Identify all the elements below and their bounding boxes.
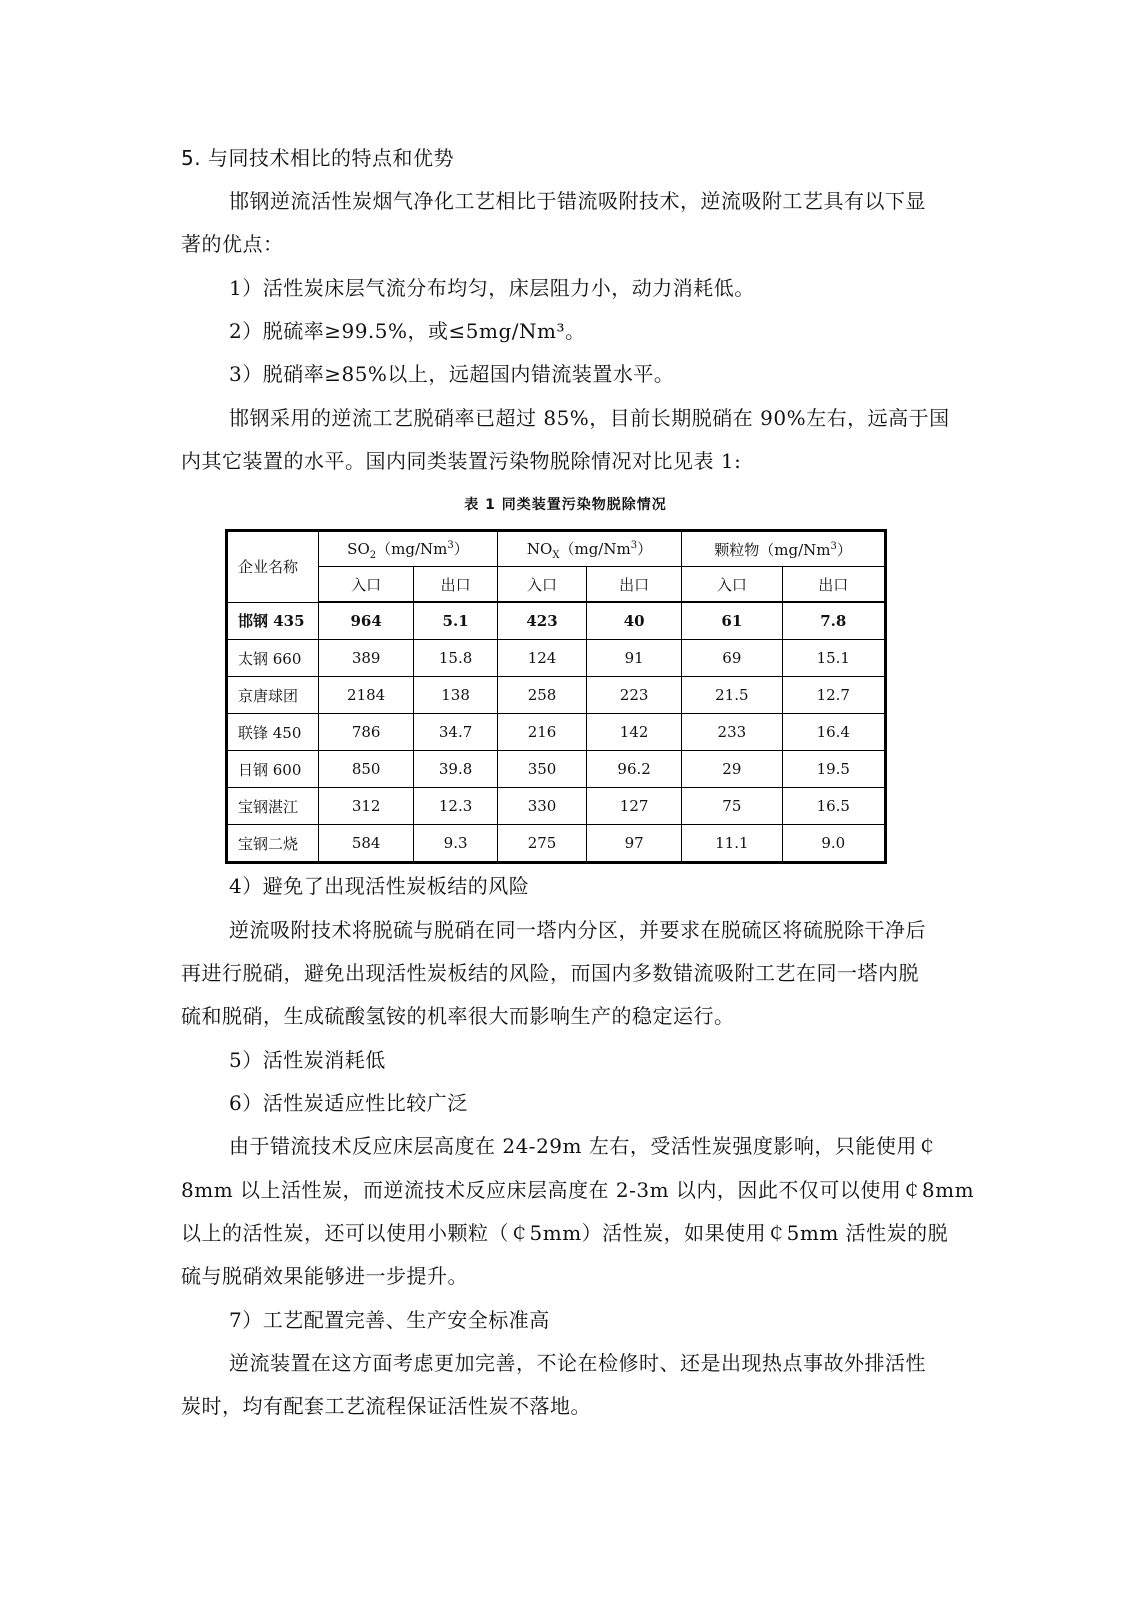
paragraph-line: 内其它装置的水平。国内同类装置污染物脱除情况对比见表 1:: [181, 449, 742, 473]
value-cell: 350: [497, 751, 586, 788]
table-row: [227, 640, 886, 677]
paragraph-line: 以上的活性炭，还可以使用小颗粒（￠5mm）活性炭，如果使用￠5mm 活性炭的脱: [181, 1221, 949, 1245]
table-row: [227, 751, 886, 788]
comparison-table: [225, 529, 887, 864]
table-row: [227, 788, 886, 825]
value-cell: 29: [682, 751, 782, 788]
value-cell: 312: [319, 788, 414, 825]
value-cell: 15.1: [782, 640, 885, 677]
header-particulate: 颗粒物（mg/Nm$^3$）: [682, 531, 886, 567]
value-cell: 138: [414, 677, 498, 714]
paragraph-line: 硫和脱硝，生成硫酸氢铵的机率很大而影响生产的稳定运行。: [181, 1004, 735, 1028]
value-cell: 61: [682, 602, 782, 640]
company-name-cell: 日钢 600: [227, 751, 319, 788]
value-cell: 330: [497, 788, 586, 825]
value-cell: 39.8: [414, 751, 498, 788]
table-row: [227, 602, 886, 640]
value-cell: 9.0: [782, 825, 885, 863]
table-row: [227, 714, 886, 751]
header-so2: $SO_2(mg/Nm^3)$: [319, 531, 498, 567]
paragraph-line: 硫与脱硝效果能够进一步提升。: [181, 1264, 468, 1288]
value-cell: 223: [587, 677, 682, 714]
value-cell: 11.1: [682, 825, 782, 863]
header-inlet: 入口: [319, 567, 414, 603]
value-cell: 75: [682, 788, 782, 825]
list-item: 7）工艺配置完善、生产安全标准高: [229, 1308, 550, 1332]
value-cell: 584: [319, 825, 414, 863]
value-cell: 2184: [319, 677, 414, 714]
value-cell: 16.5: [782, 788, 885, 825]
header-inlet: 入口: [497, 567, 586, 603]
value-cell: 91: [587, 640, 682, 677]
header-nox: $NO_X(mg/Nm^3)$: [497, 531, 681, 567]
value-cell: 142: [587, 714, 682, 751]
value-cell: 9.3: [414, 825, 498, 863]
paragraph-line: 炭时，均有配套工艺流程保证活性炭不落地。: [181, 1394, 591, 1418]
paragraph-line: 8mm 以上活性炭，而逆流技术反应床层高度在 2-3m 以内，因此不仅可以使用￠8mm: [181, 1178, 975, 1202]
list-item: 4）避免了出现活性炭板结的风险: [229, 874, 530, 898]
header-company-name: 企业名称: [227, 531, 319, 603]
table-row: [227, 677, 886, 714]
value-cell: 40: [587, 602, 682, 640]
header-inlet: 入口: [682, 567, 782, 603]
value-cell: 12.7: [782, 677, 885, 714]
value-cell: 96.2: [587, 751, 682, 788]
value-cell: 423: [497, 602, 586, 640]
company-name-cell: 宝钢湛江: [227, 788, 319, 825]
section-heading: 5. 与同技术相比的特点和优势: [181, 146, 454, 170]
value-cell: 69: [682, 640, 782, 677]
list-item: 5）活性炭消耗低: [229, 1048, 386, 1072]
paragraph-line: 由于错流技术反应床层高度在 24-29m 左右，受活性炭强度影响，只能使用￠: [229, 1134, 938, 1158]
list-item: 6）活性炭适应性比较广泛: [229, 1091, 468, 1115]
company-name-cell: 京唐球团: [227, 677, 319, 714]
value-cell: 7.8: [782, 602, 885, 640]
paragraph-line: 邯钢逆流活性炭烟气净化工艺相比于错流吸附技术，逆流吸附工艺具有以下显: [229, 189, 926, 213]
value-cell: 34.7: [414, 714, 498, 751]
value-cell: 216: [497, 714, 586, 751]
list-item: 2）脱硫率≥99.5%，或≤5mg/Nm³。: [229, 319, 586, 343]
value-cell: 275: [497, 825, 586, 863]
value-cell: 786: [319, 714, 414, 751]
list-item: 1）活性炭床层气流分布均匀，床层阻力小，动力消耗低。: [229, 276, 755, 300]
list-item: 3）脱硝率≥85%以上，远超国内错流装置水平。: [229, 362, 675, 386]
value-cell: 127: [587, 788, 682, 825]
value-cell: 5.1: [414, 602, 498, 640]
company-name-cell: 宝钢二烧: [227, 825, 319, 863]
value-cell: 850: [319, 751, 414, 788]
header-outlet: 出口: [587, 567, 682, 603]
paragraph-line: 逆流吸附技术将脱硫与脱硝在同一塔内分区，并要求在脱硫区将硫脱除干净后: [229, 918, 926, 942]
company-name-cell: 邯钢 435: [227, 602, 319, 640]
table-caption: 表 1 同类装置污染物脱除情况: [464, 497, 667, 513]
paragraph-line: 邯钢采用的逆流工艺脱硝率已超过 85%，目前长期脱硝在 90%左右，远高于国: [229, 406, 950, 430]
value-cell: 12.3: [414, 788, 498, 825]
value-cell: 964: [319, 602, 414, 640]
value-cell: 97: [587, 825, 682, 863]
value-cell: 15.8: [414, 640, 498, 677]
value-cell: 124: [497, 640, 586, 677]
paragraph-line: 再进行脱硝，避免出现活性炭板结的风险，而国内多数错流吸附工艺在同一塔内脱: [181, 961, 919, 985]
company-name-cell: 联锋 450: [227, 714, 319, 751]
value-cell: 389: [319, 640, 414, 677]
header-outlet: 出口: [414, 567, 498, 603]
table-row: [227, 825, 886, 863]
value-cell: 233: [682, 714, 782, 751]
header-outlet: 出口: [782, 567, 885, 603]
value-cell: 21.5: [682, 677, 782, 714]
value-cell: 19.5: [782, 751, 885, 788]
value-cell: 16.4: [782, 714, 885, 751]
paragraph-line: 逆流装置在这方面考虑更加完善，不论在检修时、还是出现热点事故外排活性: [229, 1351, 926, 1375]
paragraph-line: 著的优点：: [181, 232, 284, 256]
value-cell: 258: [497, 677, 586, 714]
company-name-cell: 太钢 660: [227, 640, 319, 677]
